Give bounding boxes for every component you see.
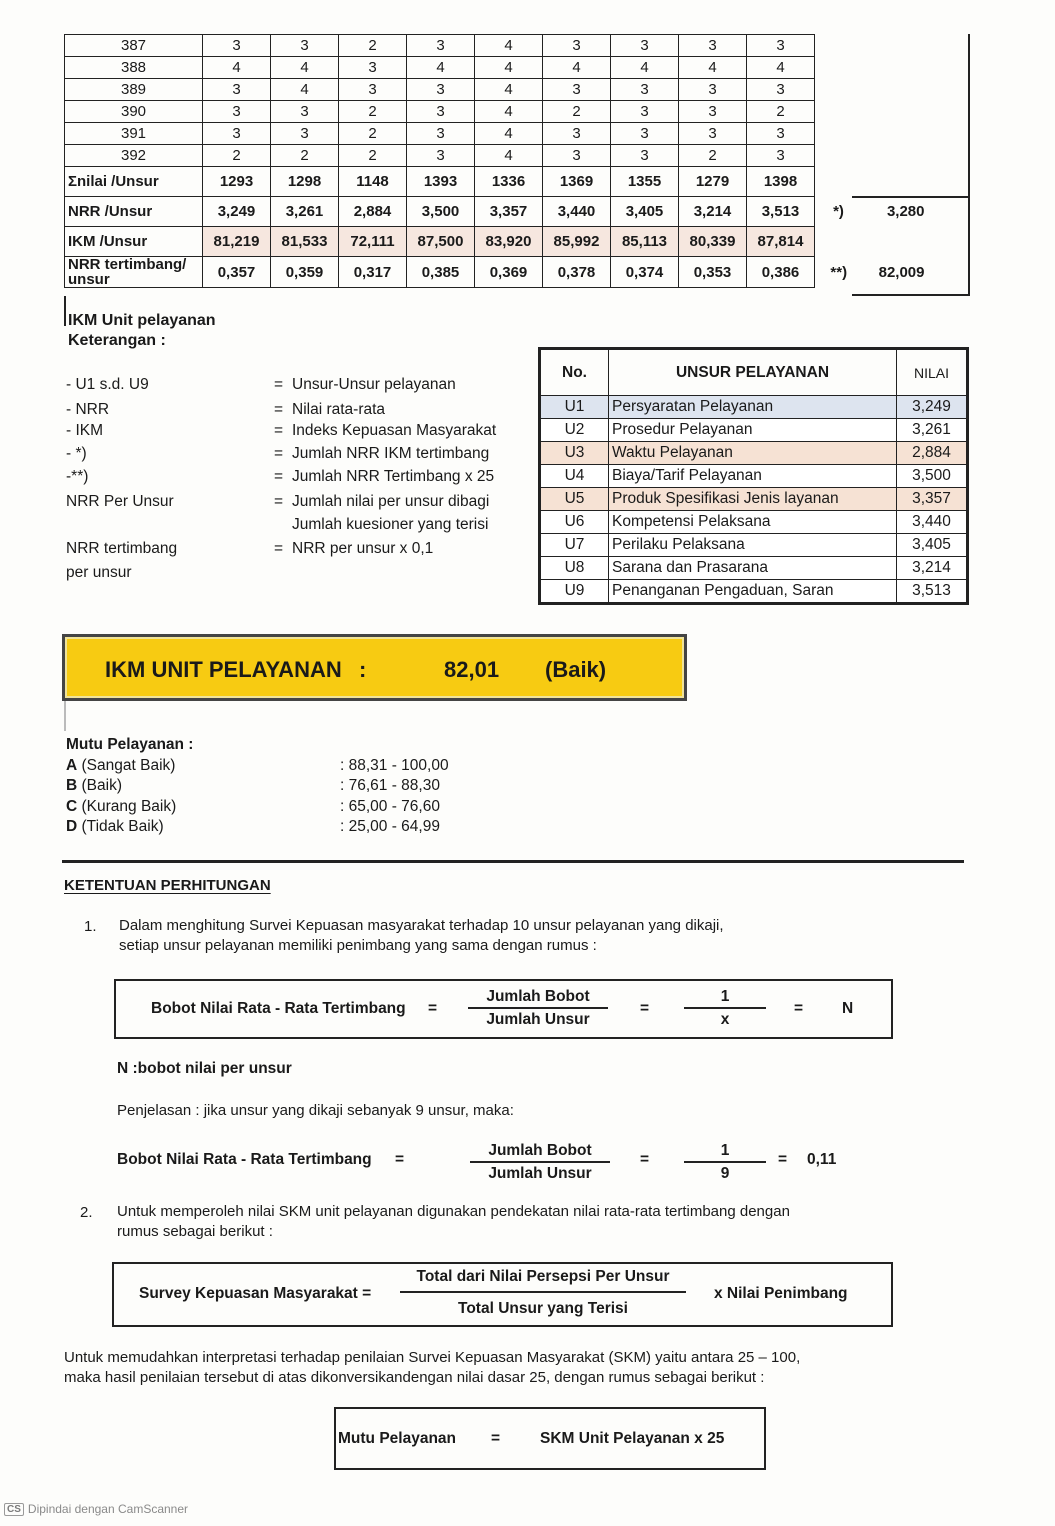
scanner-watermark (4, 1502, 188, 1516)
row-id: 389 (65, 79, 203, 101)
sum-row-cell: 1398 (747, 167, 815, 197)
table-row (65, 79, 933, 101)
mutu-grade (66, 797, 176, 818)
ikm-label: IKM UNIT PELAYANAN (105, 657, 342, 682)
score-cell: 2 (271, 145, 339, 167)
grade-letter: D (66, 818, 78, 835)
unsur-row (541, 419, 967, 442)
legend-desc: Jumlah kuesioner yang terisi (292, 516, 489, 533)
legend-desc: Nilai rata-rata (292, 401, 386, 418)
score-cell: 2 (339, 145, 407, 167)
unsur-code: U9 (541, 580, 609, 603)
paragraph-3-line-2: maka hasil penilaian tersebut di atas dikonversikandengan nilai dasar 25, dengan rumus sebagai berikut : (64, 1369, 765, 1386)
fraction-numerator: 1 (720, 1142, 730, 1159)
grade-label: (Sangat Baik) (77, 756, 176, 774)
table-right-border (968, 34, 970, 296)
score-cell: 4 (475, 101, 543, 123)
score-cell: 3 (611, 123, 679, 145)
ikm-row-cell: 85,992 (543, 227, 611, 257)
score-cell: 4 (679, 57, 747, 79)
nrr-row-cell: 3,440 (543, 197, 611, 227)
table-divider (852, 196, 970, 198)
legend-equals: = (274, 540, 284, 557)
sum-row-cell: 1336 (475, 167, 543, 197)
unsur-name: Prosedur Pelayanan (609, 419, 897, 442)
score-cell: 3 (543, 123, 611, 145)
nrr-row-cell: 2,884 (339, 197, 407, 227)
unsur-name: Perilaku Pelaksana (609, 534, 897, 557)
sum-row-cell: 1279 (679, 167, 747, 197)
ikm-row-cell: 81,219 (203, 227, 271, 257)
fraction-bobot-unsur (468, 987, 608, 1029)
legend-desc: Unsur-Unsur pelayanan (292, 376, 456, 393)
score-cell: 3 (203, 101, 271, 123)
skm-label: Survey Kepuasan Masyarakat = (139, 1285, 372, 1302)
score-cell: 2 (747, 101, 815, 123)
ikm-row (65, 227, 933, 257)
equals-sign: = (794, 1000, 804, 1017)
table-bottom-border (852, 294, 970, 296)
section-divider (62, 860, 964, 863)
formula-label: Bobot Nilai Rata - Rata Tertimbang (117, 1151, 372, 1168)
ikm-row-cell: 83,920 (475, 227, 543, 257)
nrrt-row-cell: 0,317 (339, 257, 407, 288)
fraction-bar (470, 1161, 610, 1163)
unsur-code: U1 (541, 396, 609, 419)
fraction-skm (400, 1266, 686, 1319)
nrr-row-cell: 3,261 (271, 197, 339, 227)
unsur-code: U7 (541, 534, 609, 557)
nilai-penimbang: x Nilai Penimbang (714, 1285, 848, 1302)
mutu-formula-label: Mutu Pelayanan (338, 1430, 456, 1447)
mutu-title: Mutu Pelayanan : (66, 736, 194, 753)
score-cell: 3 (203, 35, 271, 57)
legend-equals: = (274, 493, 284, 510)
unsur-code: U2 (541, 419, 609, 442)
score-cell: 3 (543, 79, 611, 101)
nrr-row-cell: 3,214 (679, 197, 747, 227)
paragraph-3-line-1: Untuk memudahkan interpretasi terhadap penilaian Survei Kepuasan Masyarakat (SKM) yaitu antara 25 – 100, (64, 1349, 801, 1366)
score-cell: 4 (271, 57, 339, 79)
score-cell: 3 (611, 145, 679, 167)
nrrt-row-cell: 0,357 (203, 257, 271, 288)
equals-sign: = (428, 1000, 438, 1017)
unsur-name: Penanganan Pengaduan, Saran (609, 580, 897, 603)
unsur-code: U6 (541, 511, 609, 534)
ikm-row-cell: 80,339 (679, 227, 747, 257)
nrr-row-note: *) (833, 203, 844, 220)
legend-key: - NRR (66, 401, 110, 418)
grade-label: (Baik) (77, 777, 122, 794)
score-cell: 4 (543, 57, 611, 79)
unsur-name: Produk Spesifikasi Jenis layanan (609, 488, 897, 511)
legend-desc: NRR per unsur x 0,1 (292, 540, 434, 557)
nrr-row-cell: 3,357 (475, 197, 543, 227)
fraction-numerator: Jumlah Bobot (488, 1142, 592, 1159)
equals-sign: = (778, 1151, 788, 1168)
unsur-row (541, 557, 967, 580)
unsur-value: 3,405 (897, 534, 967, 557)
unsur-value: 3,249 (897, 396, 967, 419)
legend-desc: Jumlah nilai per unsur dibagi (292, 493, 490, 510)
survey-data-table (64, 34, 970, 288)
equals-sign: = (640, 1151, 650, 1168)
unsur-table-header (541, 350, 967, 396)
unsur-row (541, 465, 967, 488)
score-cell: 3 (407, 145, 475, 167)
score-cell: 4 (475, 57, 543, 79)
paragraph-1-line-2: setiap unsur pelayanan memiliki penimbang yang sama dengan rumus : (119, 937, 597, 954)
score-cell: 3 (543, 35, 611, 57)
fraction-numerator: 1 (720, 988, 730, 1005)
fraction-numerator: Jumlah Bobot (486, 988, 590, 1005)
row-id: 387 (65, 35, 203, 57)
fraction-denominator: Total Unsur yang Terisi (458, 1299, 628, 1317)
equals-sign: = (395, 1151, 405, 1168)
unsur-value: 3,357 (897, 488, 967, 511)
score-cell: 3 (679, 101, 747, 123)
item-number-1: 1. (84, 918, 97, 935)
nrrt-row-cell: 0,353 (679, 257, 747, 288)
unsur-name: Waktu Pelayanan (609, 442, 897, 465)
score-cell: 3 (611, 35, 679, 57)
legend-key: NRR Per Unsur (66, 493, 174, 510)
sum-row-cell: 1148 (339, 167, 407, 197)
label-line: unsur (68, 271, 110, 288)
paragraph-2-line-1: Untuk memperoleh nilai SKM unit pelayanan digunakan pendekatan nilai rata-rata tertimbang dengan (117, 1203, 790, 1220)
paragraph-1-line-1: Dalam menghitung Survei Kepuasan masyarakat terhadap 10 unsur pelayanan yang dikaji, (119, 917, 724, 934)
table-row (65, 35, 933, 57)
mutu-grade (66, 817, 164, 838)
nrrt-row-cell: 0,369 (475, 257, 543, 288)
ikm-result-box (62, 634, 687, 701)
fraction-denominator: Jumlah Unsur (486, 1010, 590, 1028)
unsur-row (541, 511, 967, 534)
sum-row (65, 167, 933, 197)
fraction-numerator: Total dari Nilai Persepsi Per Unsur (416, 1268, 670, 1285)
header-nilai: NILAI (897, 350, 967, 396)
score-cell: 3 (611, 79, 679, 101)
score-cell: 3 (747, 145, 815, 167)
section-title: IKM Unit pelayanan (68, 312, 216, 329)
equals-sign: = (491, 1430, 501, 1447)
table-row (65, 101, 933, 123)
nrrt-row-cell: 0,385 (407, 257, 475, 288)
score-cell: 4 (271, 79, 339, 101)
legend-desc: Jumlah NRR Tertimbang x 25 (292, 468, 495, 485)
row-id: 391 (65, 123, 203, 145)
sum-row-cell: 1393 (407, 167, 475, 197)
score-cell: 3 (271, 123, 339, 145)
unsur-value: 3,440 (897, 511, 967, 534)
sum-row-cell: 1298 (271, 167, 339, 197)
nrr-row-cell: 3,249 (203, 197, 271, 227)
legend-desc: Jumlah NRR IKM tertimbang (292, 445, 490, 462)
paragraph-2-line-2: rumus sebagai berikut : (117, 1223, 273, 1240)
unsur-value: 3,500 (897, 465, 967, 488)
legend-key: -**) (66, 468, 89, 485)
score-cell: 3 (747, 123, 815, 145)
score-cell: 2 (679, 145, 747, 167)
fraction-denominator: x (720, 1010, 730, 1028)
score-cell: 3 (679, 35, 747, 57)
grade-range: : 65,00 - 76,60 (340, 797, 440, 815)
grade-range: : 76,61 - 88,30 (340, 777, 440, 794)
legend-key: - IKM (66, 422, 104, 439)
legend-desc: Indeks Kepuasan Masyarakat (292, 422, 497, 439)
ikm-row-cell: 81,533 (271, 227, 339, 257)
unsur-row (541, 396, 967, 419)
header-no: No. (541, 350, 609, 396)
paragraph-2 (117, 1202, 790, 1242)
camscanner-logo: CS (4, 1503, 24, 1516)
unsur-value: 3,214 (897, 557, 967, 580)
header-unsur: UNSUR PELAYANAN (609, 350, 897, 396)
legend-equals: = (274, 401, 284, 418)
score-cell: 3 (407, 35, 475, 57)
equals-sign: = (640, 1000, 650, 1017)
section-heading (68, 311, 216, 351)
nrrt-row (65, 257, 933, 288)
fraction-bar (468, 1007, 608, 1009)
unsur-name: Kompetensi Pelaksana (609, 511, 897, 534)
unsur-code: U4 (541, 465, 609, 488)
grade-letter: B (66, 777, 78, 794)
nrr-row-cell: 3,500 (407, 197, 475, 227)
grade-label: (Tidak Baik) (77, 818, 164, 835)
legend-equals: = (274, 376, 284, 393)
score-cell: 3 (679, 79, 747, 101)
margin-rule (64, 296, 66, 326)
legend-key: NRR tertimbang (66, 540, 178, 557)
nrr-row-label: NRR /Unsur (65, 197, 203, 227)
nrrt-row-total: 82,009 (878, 263, 925, 281)
fraction-bar (684, 1161, 766, 1163)
mutu-grade (66, 776, 122, 797)
fraction-denominator: 9 (720, 1164, 730, 1182)
formula-label: Bobot Nilai Rata - Rata Tertimbang (151, 1000, 406, 1017)
table-row (65, 57, 933, 79)
ikm-colon: : (359, 657, 367, 682)
grade-letter: C (66, 797, 78, 815)
ikm-row-cell: 72,111 (339, 227, 407, 257)
ikm-value: 82,01 (444, 657, 500, 682)
row-id: 392 (65, 145, 203, 167)
item-number-2: 2. (80, 1204, 93, 1221)
score-cell: 4 (475, 145, 543, 167)
score-cell: 3 (339, 79, 407, 101)
legend-equals: = (274, 422, 284, 439)
margin-rule (64, 701, 66, 731)
label-line: NRR tertimbang/ (68, 256, 187, 273)
score-cell: 3 (747, 79, 815, 101)
score-cell: 3 (203, 123, 271, 145)
unsur-row (541, 442, 967, 465)
nrrt-row-label (65, 257, 203, 288)
unsur-name: Persyaratan Pelayanan (609, 396, 897, 419)
unsur-code: U5 (541, 488, 609, 511)
table-row (65, 145, 933, 167)
score-cell: 2 (339, 123, 407, 145)
score-cell: 3 (679, 123, 747, 145)
paragraph-1 (119, 916, 724, 956)
score-cell: 3 (407, 101, 475, 123)
score-cell: 3 (271, 101, 339, 123)
score-cell: 4 (203, 57, 271, 79)
legend-equals: = (274, 445, 284, 462)
score-cell: 4 (475, 79, 543, 101)
sum-row-cell: 1293 (203, 167, 271, 197)
nrr-row-cell: 3,513 (747, 197, 815, 227)
score-cell: 3 (611, 101, 679, 123)
ketentuan-title: KETENTUAN PERHITUNGAN (64, 877, 271, 894)
nrr-row-total: 3,280 (886, 203, 925, 220)
score-cell: 3 (339, 57, 407, 79)
ikm-row-label: IKM /Unsur (65, 227, 203, 257)
score-cell: 4 (611, 57, 679, 79)
score-table (64, 34, 933, 288)
score-cell: 3 (203, 79, 271, 101)
mutu-pelayanan-list (66, 735, 449, 835)
grade-range: : 25,00 - 64,99 (340, 818, 440, 835)
score-cell: 4 (475, 123, 543, 145)
mutu-grade (66, 756, 175, 777)
ikm-row-cell: 87,814 (747, 227, 815, 257)
section-subtitle: Keterangan : (68, 332, 166, 349)
unsur-code: U8 (541, 557, 609, 580)
fraction-one-nine (684, 1141, 766, 1183)
fraction-one-x (684, 987, 766, 1029)
legend-key: - U1 s.d. U9 (66, 376, 149, 393)
score-cell: 2 (203, 145, 271, 167)
score-cell: 2 (339, 101, 407, 123)
score-cell: 3 (271, 35, 339, 57)
formula-result-n: N (842, 1000, 854, 1017)
nrr-row (65, 197, 933, 227)
grade-range: : 88,31 - 100,00 (340, 756, 449, 774)
score-cell: 2 (339, 35, 407, 57)
grade-label: (Kurang Baik) (77, 797, 177, 815)
unsur-pelayanan-table (540, 349, 967, 603)
score-cell: 2 (543, 101, 611, 123)
sum-row-cell: 1355 (611, 167, 679, 197)
nrr-row-cell: 3,405 (611, 197, 679, 227)
fraction-bar (684, 1007, 766, 1009)
fraction-bobot-unsur (470, 1141, 610, 1183)
unsur-code: U3 (541, 442, 609, 465)
score-cell: 4 (747, 57, 815, 79)
nrrt-row-note: **) (830, 263, 848, 281)
ikm-row-cell: 87,500 (407, 227, 475, 257)
nrrt-row-cell: 0,378 (543, 257, 611, 288)
n-note: N :bobot nilai per unsur (117, 1060, 292, 1077)
unsur-row (541, 580, 967, 603)
score-cell: 3 (407, 123, 475, 145)
ikm-grade: (Baik) (545, 657, 607, 682)
nrrt-row-cell: 0,374 (611, 257, 679, 288)
penjelasan-text: Penjelasan : jika unsur yang dikaji sebanyak 9 unsur, maka: (117, 1102, 514, 1119)
unsur-name: Sarana dan Prasarana (609, 557, 897, 580)
row-id: 388 (65, 57, 203, 79)
row-id: 390 (65, 101, 203, 123)
fraction-bar (400, 1291, 686, 1293)
sum-row-label: Σnilai /Unsur (65, 167, 203, 197)
watermark-text: Dipindai dengan CamScanner (27, 1502, 189, 1516)
unsur-value: 3,261 (897, 419, 967, 442)
nrrt-row-cell: 0,386 (747, 257, 815, 288)
unsur-value: 3,513 (897, 580, 967, 603)
score-cell: 3 (407, 79, 475, 101)
legend-key: per unsur (66, 564, 132, 581)
unsur-name: Biaya/Tarif Pelayanan (609, 465, 897, 488)
unsur-row (541, 488, 967, 511)
paragraph-3 (64, 1348, 800, 1388)
formula-result-value: 0,11 (807, 1151, 837, 1168)
score-cell: 3 (747, 35, 815, 57)
table-row (65, 123, 933, 145)
unsur-value: 2,884 (897, 442, 967, 465)
score-cell: 4 (475, 35, 543, 57)
score-cell: 3 (543, 145, 611, 167)
legend-equals: = (274, 468, 284, 485)
fraction-denominator: Jumlah Unsur (488, 1164, 592, 1182)
nrrt-row-cell: 0,359 (271, 257, 339, 288)
unsur-row (541, 534, 967, 557)
score-cell: 4 (407, 57, 475, 79)
grade-letter: A (66, 756, 78, 774)
ikm-row-cell: 85,113 (611, 227, 679, 257)
sum-row-cell: 1369 (543, 167, 611, 197)
legend-key: - *) (66, 445, 87, 462)
mutu-formula-rhs: SKM Unit Pelayanan x 25 (540, 1430, 725, 1447)
